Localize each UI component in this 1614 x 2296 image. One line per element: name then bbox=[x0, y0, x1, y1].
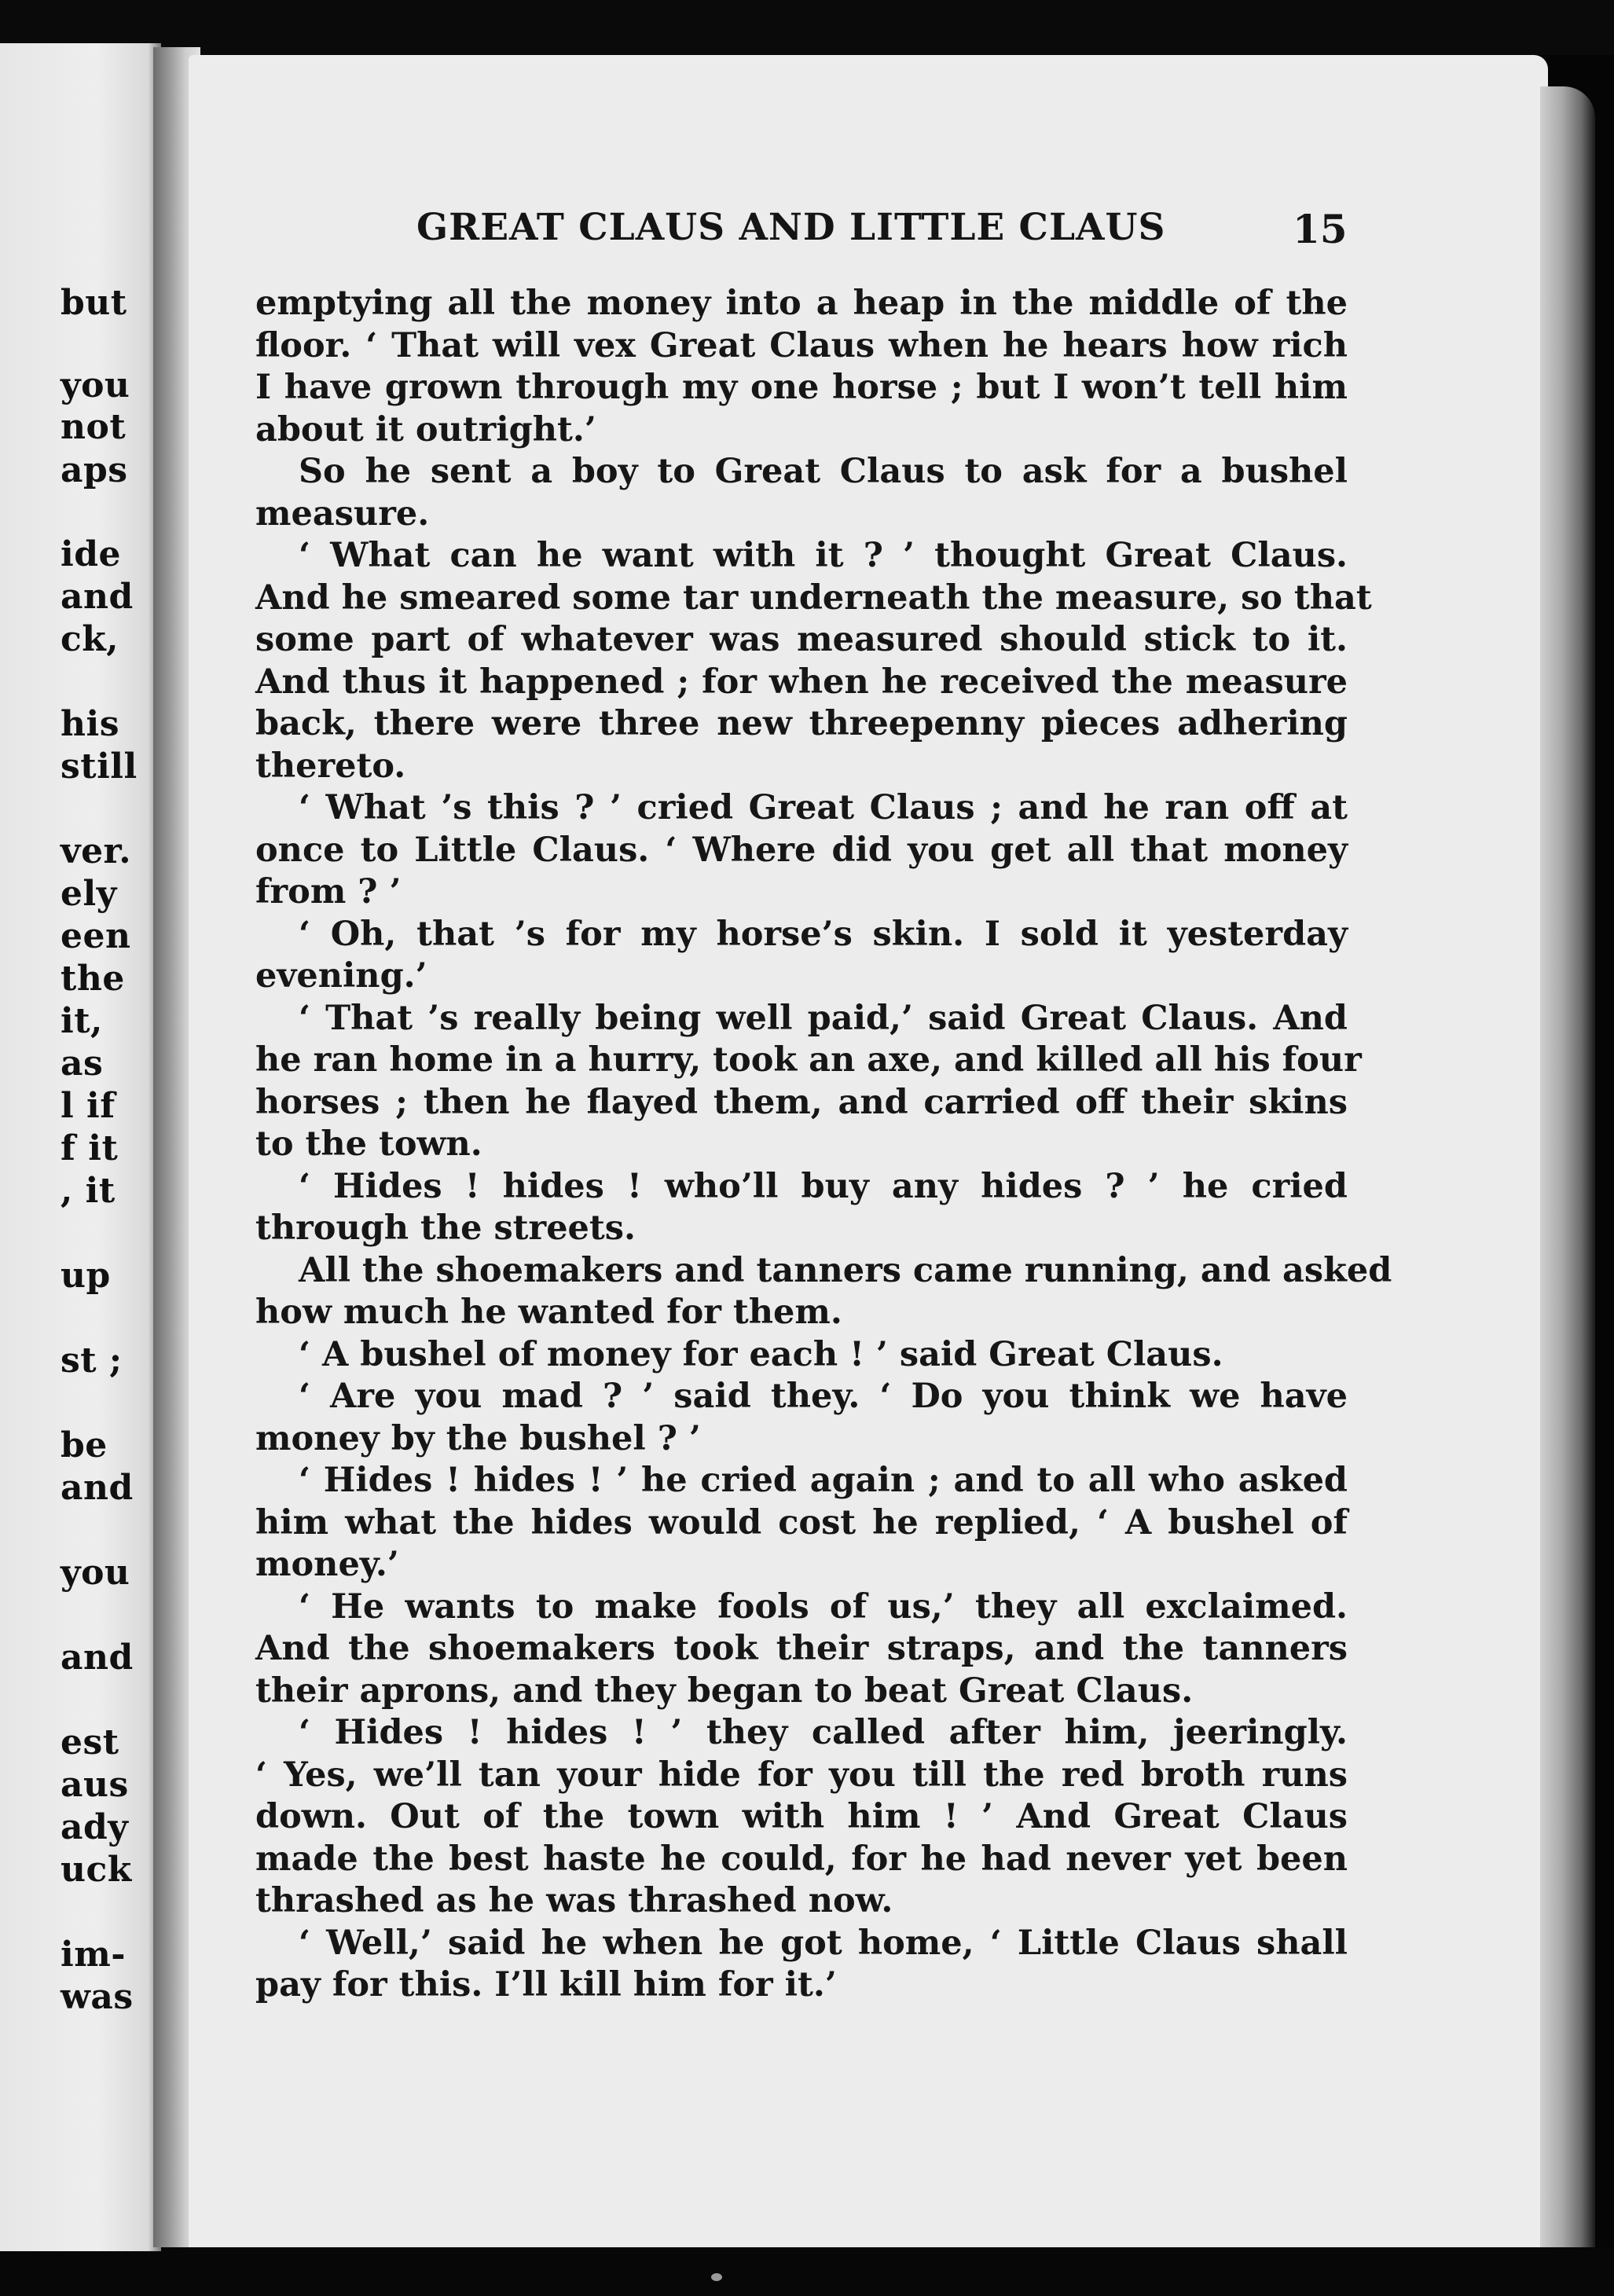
text-line: I have grown through my one horse ; but I won’t tell him bbox=[255, 368, 1348, 407]
text-line: ‘ Hides ! hides ! who’ll buy any hides ? ’ he cried bbox=[299, 1166, 1348, 1206]
text-line: about it outright.’ bbox=[255, 409, 596, 449]
left-page-fragment: aps bbox=[61, 450, 128, 490]
left-page-fragment: ady bbox=[61, 1807, 129, 1847]
text-line: pay for this. I’ll kill him for it.’ bbox=[255, 1965, 837, 2004]
left-page-fragment: you bbox=[61, 365, 130, 405]
text-line: ‘ That ’s really being well paid,’ said Great Claus. And bbox=[299, 998, 1348, 1038]
left-page-fragment: ck, bbox=[61, 619, 119, 659]
left-page-fragment: not bbox=[61, 407, 127, 447]
text-line: from ? ’ bbox=[255, 872, 402, 911]
left-page-fragment: st ; bbox=[61, 1341, 123, 1381]
left-page-fragment: be bbox=[61, 1425, 108, 1465]
text-line: evening.’ bbox=[255, 956, 427, 996]
text-line: And the shoemakers took their straps, and the tanners bbox=[255, 1629, 1348, 1668]
left-page-fragment: and bbox=[61, 1468, 134, 1508]
text-line: to the town. bbox=[255, 1124, 482, 1164]
page-edge-shadow bbox=[1540, 86, 1595, 2247]
left-page-fragment: ver. bbox=[61, 831, 132, 871]
text-line: down. Out of the town with him ! ’ And Great Claus bbox=[255, 1797, 1348, 1836]
left-page-fragment: ide bbox=[61, 534, 121, 574]
text-line: him what the hides would cost he replied, ‘ A bushel of bbox=[255, 1502, 1348, 1542]
text-line: thrashed as he was thrashed now. bbox=[255, 1881, 893, 1920]
left-page-fragment: een bbox=[61, 916, 131, 956]
text-line: ‘ Oh, that ’s for my horse’s skin. I sold it yesterday bbox=[299, 914, 1348, 954]
running-head: GREAT CLAUS AND LITTLE CLAUS bbox=[416, 206, 1166, 249]
text-line: he ran home in a hurry, took an axe, and killed all his four bbox=[255, 1040, 1362, 1080]
left-page-fragment: and bbox=[61, 1638, 134, 1678]
text-line: So he sent a boy to Great Claus to ask for a bushel bbox=[299, 452, 1348, 491]
text-line: measure. bbox=[255, 493, 430, 534]
text-line: emptying all the money into a heap in the middle of the bbox=[255, 284, 1348, 323]
left-page-fragment: you bbox=[61, 1553, 130, 1593]
text-line: some part of whatever was measured should stick to it. bbox=[255, 620, 1348, 659]
left-page-fragment: im- bbox=[61, 1935, 127, 1975]
left-page-fragment: l if bbox=[61, 1086, 116, 1126]
text-line: how much he wanted for them. bbox=[255, 1293, 842, 1332]
left-page-fragment: , it bbox=[61, 1171, 116, 1211]
text-line: through the streets. bbox=[255, 1209, 636, 1248]
left-page-fragment: uck bbox=[61, 1850, 132, 1890]
left-facing-page bbox=[0, 43, 161, 2251]
text-line: And he smeared some tar underneath the measure, so that bbox=[255, 578, 1372, 618]
text-line: back, there were three new threepenny pieces adhering bbox=[255, 704, 1348, 743]
text-line: ‘ He wants to make fools of us,’ they all exclaimed. bbox=[299, 1586, 1348, 1627]
body-text bbox=[255, 283, 1392, 2007]
text-line: ‘ Well,’ said he when he got home, ‘ Little Claus shall bbox=[299, 1923, 1348, 1963]
text-line: ‘ Are you mad ? ’ said they. ‘ Do you think we have bbox=[299, 1377, 1348, 1416]
left-page-fragment: est bbox=[61, 1722, 119, 1762]
left-page-fragment: aus bbox=[61, 1765, 129, 1805]
text-line: ‘ A bushel of money for each ! ’ said Great Claus. bbox=[299, 1334, 1223, 1374]
left-page-fragment: but bbox=[61, 283, 127, 323]
left-page-fragment: still bbox=[61, 746, 138, 787]
scan-speck bbox=[711, 2273, 722, 2281]
left-page-fragment: as bbox=[61, 1043, 104, 1084]
text-line: once to Little Claus. ‘ Where did you get all that money bbox=[255, 830, 1348, 870]
text-line: All the shoemakers and tanners came running, and asked bbox=[299, 1250, 1392, 1290]
left-page-fragment: was bbox=[61, 1977, 134, 2017]
text-line: ‘ Hides ! hides ! ’ they called after him, jeeringly. bbox=[299, 1713, 1348, 1752]
text-line: ‘ Yes, we’ll tan your hide for you till the red broth runs bbox=[255, 1755, 1348, 1795]
text-line: And thus it happened ; for when he received the measure bbox=[255, 662, 1348, 702]
text-line: money.’ bbox=[255, 1545, 399, 1584]
left-page-fragment: it, bbox=[61, 1001, 103, 1041]
scan-background-bottom bbox=[0, 2247, 1614, 2296]
text-line: horses ; then he flayed them, and carried off their skins bbox=[255, 1082, 1348, 1122]
text-line: ‘ Hides ! hides ! ’ he cried again ; and to all who asked bbox=[299, 1461, 1348, 1500]
text-line: ‘ What can he want with it ? ’ thought Great Claus. bbox=[299, 536, 1348, 575]
left-page-fragment: his bbox=[61, 704, 119, 744]
text-line: thereto. bbox=[255, 746, 406, 786]
page-number: 15 bbox=[1293, 206, 1348, 252]
left-page-fragment: up bbox=[61, 1256, 111, 1296]
left-page-fragment: the bbox=[61, 959, 125, 999]
left-page-fragment: and bbox=[61, 577, 134, 617]
text-line: made the best haste he could, for he had never yet been bbox=[255, 1839, 1348, 1879]
left-page-fragment: ely bbox=[61, 874, 117, 914]
scan-background-top bbox=[0, 0, 1614, 55]
text-line: money by the bushel ? ’ bbox=[255, 1418, 701, 1458]
text-line: ‘ What ’s this ? ’ cried Great Claus ; and he ran off at bbox=[299, 788, 1348, 827]
text-line: floor. ‘ That will vex Great Claus when he hears how rich bbox=[255, 325, 1348, 365]
left-page-fragment: f it bbox=[61, 1128, 119, 1168]
text-line: their aprons, and they began to beat Great Claus. bbox=[255, 1671, 1194, 1711]
